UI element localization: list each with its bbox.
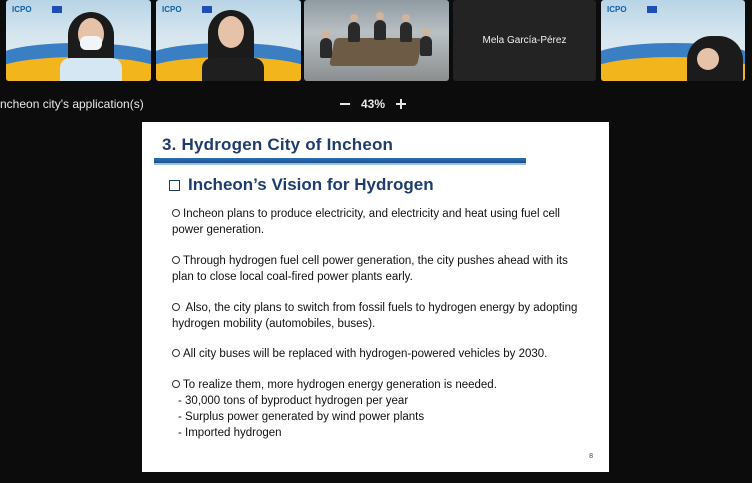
bullet-text: All city buses will be replaced with hydrogen-powered vehicles by 2030. [183,348,548,360]
room-person [320,38,332,58]
participant-tile[interactable] [601,0,745,81]
face-mask [80,36,102,50]
participant-tile-name[interactable] [453,0,596,81]
slide-bullet [172,206,592,238]
bullet-text: Through hydrogen fuel cell power generation, the city pushes ahead with its plan to close local coal-fired power plants early. [172,255,568,283]
eu-flag-icon [202,6,212,13]
circle-bullet-icon [172,303,180,311]
room-person [420,36,432,56]
participant-tile[interactable] [156,0,301,81]
title-underline-shadow [154,163,526,165]
participant-body [60,58,122,81]
shared-slide [142,122,609,472]
slide-title: 3. Hydrogen City of Incheon [162,135,394,154]
minus-icon [340,103,350,105]
subheading-text: Incheon’s Vision for Hydrogen [188,175,434,194]
sub-bullet: - Imported hydrogen [178,427,282,439]
bullet-text: Also, the city plans to switch from fossil fuels to hydrogen energy by adopting hydrogen mobility (automobiles, buses). [172,302,578,330]
slide-subheading [169,175,434,195]
zoom-in-button[interactable] [392,95,410,113]
room-person-head [402,14,410,22]
room-person [400,22,412,42]
bullet-text: To realize them, more hydrogen energy generation is needed. [183,379,497,391]
circle-bullet-icon [172,349,180,357]
slide-bullet [172,300,592,332]
plus-icon [396,99,406,109]
icpo-logo: ICPO [162,5,182,14]
slide-bullet [172,346,592,362]
zoom-out-button[interactable] [336,95,354,113]
participant-tile[interactable] [6,0,151,81]
circle-bullet-icon [172,380,180,388]
icpo-logo: ICPO [12,5,32,14]
room-person [374,20,386,40]
room-person-head [422,28,430,36]
eu-flag-icon [647,6,657,13]
room-person-head [376,12,384,20]
bullet-text: Incheon plans to produce electricity, and electricity and heat using fuel cell power generation. [172,208,560,236]
participant-tile-room[interactable] [304,0,449,81]
shared-window-title: ncheon city's application(s) [0,97,144,111]
room-person-head [350,14,358,22]
sub-bullet: - Surplus power generated by wind power plants [178,411,425,423]
participant-body [202,58,264,81]
slide-bullet [172,253,592,285]
zoom-control [336,95,410,113]
participant-face [218,16,244,48]
square-bullet-icon [169,180,180,191]
room-person-head [322,30,330,38]
icpo-logo: ICPO [607,5,627,14]
conference-table [329,38,423,66]
page-number: 8 [589,453,593,460]
participant-name: Mela García-Pérez [482,35,567,46]
circle-bullet-icon [172,209,180,217]
sub-bullet: - 30,000 tons of byproduct hydrogen per year [178,395,409,407]
eu-flag-icon [52,6,62,13]
participant-strip [0,0,752,82]
room-person [348,22,360,42]
participant-face [697,48,719,70]
slide-bullet [172,377,592,441]
circle-bullet-icon [172,256,180,264]
zoom-level: 43% [361,97,386,111]
